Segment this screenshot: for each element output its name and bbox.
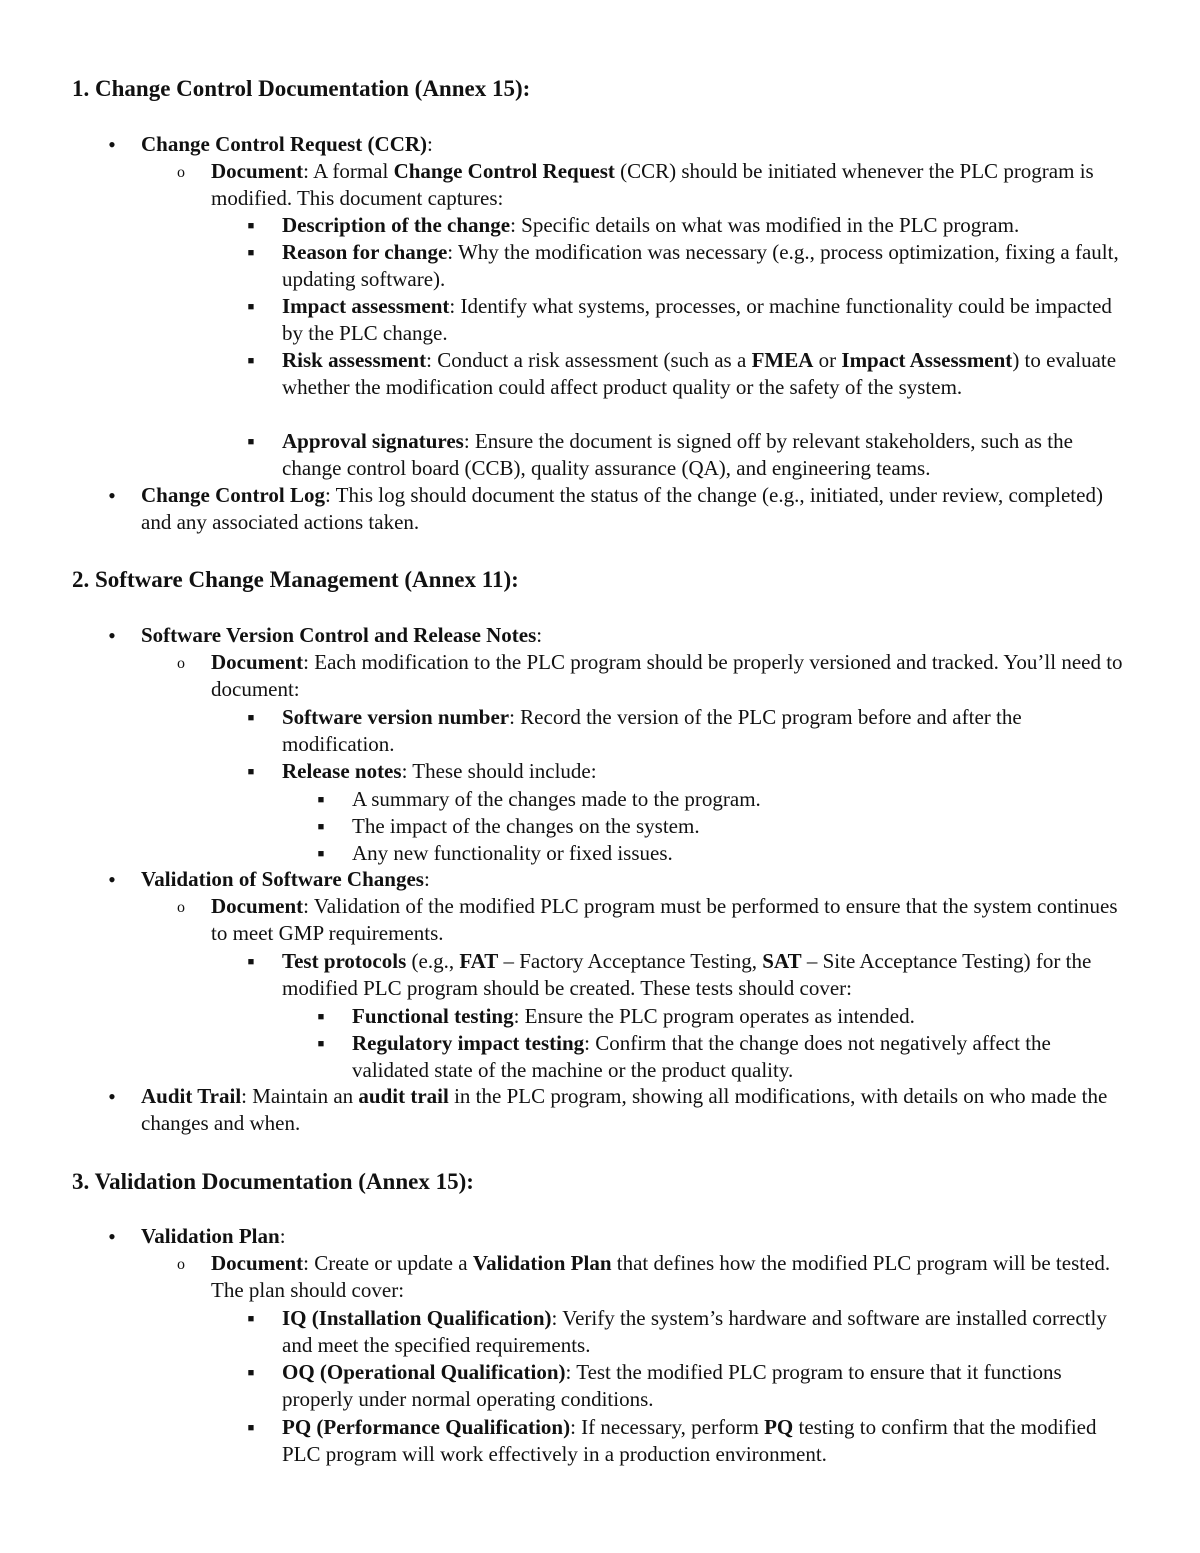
bullet-square-icon: ■ (317, 1011, 325, 1023)
release-item-text: The impact of the changes on the system. (352, 814, 700, 838)
validation-changes-text: Validation of Software Changes: (141, 867, 430, 891)
version-number-text: Software version number: Record the version of the PLC program before and after the modification. (282, 705, 1022, 756)
bullet-square-icon: ■ (247, 956, 255, 968)
bullet-square-icon: ■ (247, 355, 255, 367)
version-control-text: Software Version Control and Release Notes: (141, 623, 543, 647)
audit-trail-text: Audit Trail: Maintain an audit trail in the PLC program, showing all modifications, with details on who made the changes and when. (141, 1084, 1108, 1135)
plan-document-text: Document: Create or update a Validation Plan that defines how the modified PLC program will be tested. The plan should cover: (211, 1251, 1111, 1302)
release-item-text: A summary of the changes made to the program. (352, 787, 761, 811)
risk-text: Risk assessment: Conduct a risk assessment (such as a FMEA or Impact Assessment) to evaluate whether the modification could affect product quality or the safety of the system. (282, 348, 1117, 399)
pq-text: PQ (Performance Qualification): If necessary, perform PQ testing to confirm that the modified PLC program will work effectively in a production environment. (282, 1415, 1097, 1466)
bullet-circle-icon: o (177, 1256, 185, 1273)
validation-plan-text: Validation Plan: (141, 1224, 286, 1248)
bullet-square-icon: ■ (247, 712, 255, 724)
bullet-circle-icon: o (177, 899, 185, 916)
oq-text: OQ (Operational Qualification): Test the modified PLC program to ensure that it functions properly under normal operating conditions. (282, 1360, 1062, 1411)
approval-text: Approval signatures: Ensure the document is signed off by relevant stakeholders, such as the change control board (CCB), quality assurance (QA), and engineering teams. (282, 429, 1073, 480)
bullet-square-icon: ■ (247, 1422, 255, 1434)
iq-text: IQ (Installation Qualification): Verify the system’s hardware and software are installed correctly and meet the specified requirements. (282, 1306, 1107, 1357)
bullet-disc-icon: • (108, 1224, 116, 1249)
bullet-square-icon: ■ (317, 848, 325, 860)
bullet-square-icon: ■ (247, 301, 255, 313)
impact-text: Impact assessment: Identify what systems, processes, or machine functionality could be impacted by the PLC change. (282, 294, 1112, 345)
bullet-disc-icon: • (108, 132, 116, 157)
bullet-square-icon: ■ (317, 821, 325, 833)
change-log-text: Change Control Log: This log should document the status of the change (e.g., initiated, under review, completed) and any associated actions taken. (141, 483, 1103, 534)
section-3-heading: 3. Validation Documentation (Annex 15): (72, 1169, 474, 1194)
bullet-square-icon: ■ (247, 1313, 255, 1325)
bullet-square-icon: ■ (247, 766, 255, 778)
bullet-disc-icon: • (108, 483, 116, 508)
bullet-disc-icon: • (108, 867, 116, 892)
description-text: Description of the change: Specific details on what was modified in the PLC program. (282, 213, 1020, 237)
bullet-square-icon: ■ (247, 247, 255, 259)
bullet-square-icon: ■ (247, 1367, 255, 1379)
bullet-circle-icon: o (177, 655, 185, 672)
ccr-text: Change Control Request (CCR): (141, 132, 433, 156)
functional-testing-text: Functional testing: Ensure the PLC program operates as intended. (352, 1004, 915, 1028)
ccr-document-text: Document: A formal Change Control Request (CCR) should be initiated whenever the PLC program is modified. This document captures: (211, 159, 1094, 210)
bullet-square-icon: ■ (247, 436, 255, 448)
test-protocols-text: Test protocols (e.g., FAT – Factory Acceptance Testing, SAT – Site Acceptance Testing) for the modified PLC program should be created. These tests should cover: (282, 949, 1092, 1000)
section-1-heading: 1. Change Control Documentation (Annex 15): (72, 76, 531, 101)
validation-document-text: Document: Validation of the modified PLC program must be performed to ensure that the system continues to meet GMP requirements. (211, 894, 1118, 945)
release-item-text: Any new functionality or fixed issues. (352, 841, 673, 865)
regulatory-testing-text: Regulatory impact testing: Confirm that the change does not negatively affect the validated state of the machine or the product quality. (352, 1031, 1051, 1082)
bullet-disc-icon: • (108, 623, 116, 648)
sw-document-text: Document: Each modification to the PLC program should be properly versioned and tracked. You’ll need to document: (211, 650, 1123, 701)
bullet-circle-icon: o (177, 164, 185, 181)
section-2-heading: 2. Software Change Management (Annex 11): (72, 567, 519, 592)
bullet-square-icon: ■ (317, 1038, 325, 1050)
release-notes-text: Release notes: These should include: (282, 759, 597, 783)
bullet-square-icon: ■ (247, 220, 255, 232)
bullet-disc-icon: • (108, 1084, 116, 1109)
reason-text: Reason for change: Why the modification was necessary (e.g., process optimization, fixing a fault, updating software). (282, 240, 1119, 291)
bullet-square-icon: ■ (317, 794, 325, 806)
